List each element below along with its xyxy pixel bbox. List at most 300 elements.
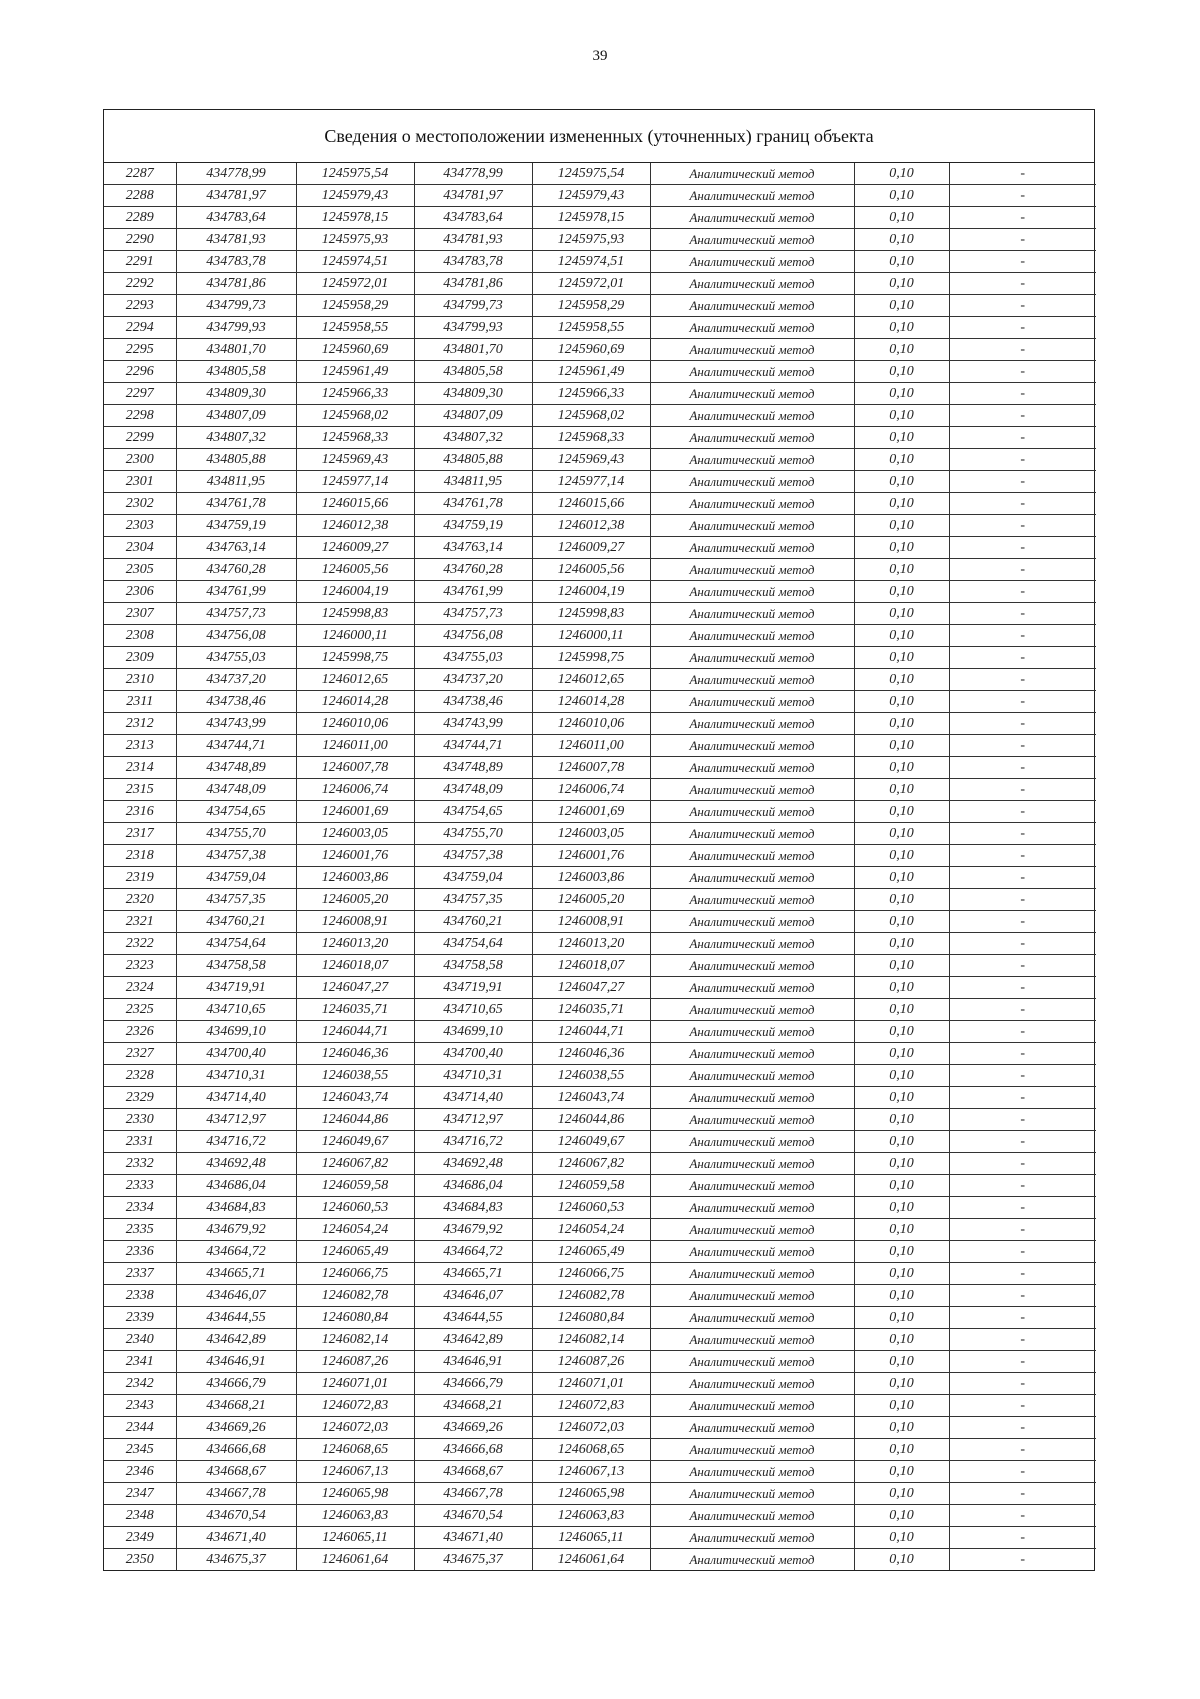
table-row [104, 1263, 1096, 1285]
table-row [104, 581, 1096, 603]
cell-accuracy: 0,10 [854, 691, 949, 713]
cell-y-existing: 1246012,38 [296, 515, 414, 537]
cell-point-number: 2287 [104, 163, 176, 185]
cell-note: - [949, 1021, 1096, 1043]
table-row [104, 823, 1096, 845]
cell-accuracy: 0,10 [854, 1087, 949, 1109]
cell-y-updated: 1246009,27 [532, 537, 650, 559]
cell-point-number: 2333 [104, 1175, 176, 1197]
cell-accuracy: 0,10 [854, 669, 949, 691]
cell-note: - [949, 1175, 1096, 1197]
cell-y-updated: 1245958,55 [532, 317, 650, 339]
cell-y-existing: 1246059,58 [296, 1175, 414, 1197]
cell-x-updated: 434744,71 [414, 735, 532, 757]
cell-y-updated: 1246007,78 [532, 757, 650, 779]
cell-x-existing: 434664,72 [176, 1241, 296, 1263]
cell-note: - [949, 1109, 1096, 1131]
cell-note: - [949, 1373, 1096, 1395]
cell-point-number: 2312 [104, 713, 176, 735]
cell-accuracy: 0,10 [854, 1307, 949, 1329]
cell-y-existing: 1246068,65 [296, 1439, 414, 1461]
cell-method: Аналитический метод [650, 361, 854, 383]
cell-point-number: 2296 [104, 361, 176, 383]
cell-x-existing: 434755,03 [176, 647, 296, 669]
cell-x-updated: 434761,78 [414, 493, 532, 515]
table-row [104, 603, 1096, 625]
cell-method: Аналитический метод [650, 999, 854, 1021]
cell-accuracy: 0,10 [854, 867, 949, 889]
table-row [104, 1461, 1096, 1483]
cell-accuracy: 0,10 [854, 361, 949, 383]
cell-accuracy: 0,10 [854, 999, 949, 1021]
cell-note: - [949, 207, 1096, 229]
cell-x-existing: 434805,58 [176, 361, 296, 383]
cell-x-existing: 434778,99 [176, 163, 296, 185]
cell-y-updated: 1246063,83 [532, 1505, 650, 1527]
cell-x-existing: 434692,48 [176, 1153, 296, 1175]
cell-note: - [949, 1549, 1096, 1571]
cell-note: - [949, 647, 1096, 669]
cell-x-existing: 434754,65 [176, 801, 296, 823]
table-row [104, 317, 1096, 339]
cell-point-number: 2319 [104, 867, 176, 889]
cell-accuracy: 0,10 [854, 1417, 949, 1439]
table-row [104, 361, 1096, 383]
cell-y-existing: 1246012,65 [296, 669, 414, 691]
cell-y-updated: 1246012,65 [532, 669, 650, 691]
cell-y-existing: 1245966,33 [296, 383, 414, 405]
cell-x-existing: 434781,86 [176, 273, 296, 295]
cell-x-updated: 434757,38 [414, 845, 532, 867]
cell-y-existing: 1245972,01 [296, 273, 414, 295]
cell-y-existing: 1245975,54 [296, 163, 414, 185]
table-row [104, 1307, 1096, 1329]
cell-x-updated: 434781,86 [414, 273, 532, 295]
cell-method: Аналитический метод [650, 449, 854, 471]
cell-x-updated: 434710,65 [414, 999, 532, 1021]
cell-note: - [949, 1153, 1096, 1175]
cell-method: Аналитический метод [650, 1065, 854, 1087]
cell-accuracy: 0,10 [854, 493, 949, 515]
cell-method: Аналитический метод [650, 889, 854, 911]
cell-point-number: 2313 [104, 735, 176, 757]
cell-note: - [949, 405, 1096, 427]
table-row [104, 1131, 1096, 1153]
cell-y-existing: 1246065,49 [296, 1241, 414, 1263]
cell-y-updated: 1246004,19 [532, 581, 650, 603]
cell-point-number: 2314 [104, 757, 176, 779]
cell-note: - [949, 999, 1096, 1021]
cell-x-updated: 434781,97 [414, 185, 532, 207]
cell-x-updated: 434811,95 [414, 471, 532, 493]
cell-x-updated: 434781,93 [414, 229, 532, 251]
table-row [104, 1351, 1096, 1373]
cell-accuracy: 0,10 [854, 251, 949, 273]
cell-method: Аналитический метод [650, 625, 854, 647]
cell-x-existing: 434737,20 [176, 669, 296, 691]
cell-point-number: 2315 [104, 779, 176, 801]
cell-note: - [949, 669, 1096, 691]
cell-note: - [949, 1483, 1096, 1505]
cell-x-existing: 434667,78 [176, 1483, 296, 1505]
cell-y-existing: 1246005,20 [296, 889, 414, 911]
table-row [104, 339, 1096, 361]
cell-x-existing: 434668,67 [176, 1461, 296, 1483]
cell-note: - [949, 581, 1096, 603]
cell-method: Аналитический метод [650, 691, 854, 713]
table-row [104, 647, 1096, 669]
cell-x-updated: 434748,09 [414, 779, 532, 801]
cell-x-existing: 434666,79 [176, 1373, 296, 1395]
table-row [104, 735, 1096, 757]
cell-note: - [949, 735, 1096, 757]
cell-y-existing: 1246054,24 [296, 1219, 414, 1241]
cell-x-existing: 434700,40 [176, 1043, 296, 1065]
cell-y-existing: 1246067,13 [296, 1461, 414, 1483]
cell-method: Аналитический метод [650, 251, 854, 273]
table-row [104, 493, 1096, 515]
cell-note: - [949, 1241, 1096, 1263]
cell-accuracy: 0,10 [854, 735, 949, 757]
cell-accuracy: 0,10 [854, 537, 949, 559]
cell-x-updated: 434712,97 [414, 1109, 532, 1131]
table-row [104, 889, 1096, 911]
cell-accuracy: 0,10 [854, 1351, 949, 1373]
cell-method: Аналитический метод [650, 1043, 854, 1065]
cell-accuracy: 0,10 [854, 1021, 949, 1043]
cell-accuracy: 0,10 [854, 515, 949, 537]
cell-x-existing: 434679,92 [176, 1219, 296, 1241]
cell-x-existing: 434755,70 [176, 823, 296, 845]
cell-y-existing: 1245958,55 [296, 317, 414, 339]
cell-note: - [949, 911, 1096, 933]
cell-method: Аналитический метод [650, 427, 854, 449]
cell-x-existing: 434783,64 [176, 207, 296, 229]
cell-y-existing: 1246044,71 [296, 1021, 414, 1043]
cell-y-updated: 1246013,20 [532, 933, 650, 955]
cell-x-updated: 434783,64 [414, 207, 532, 229]
cell-method: Аналитический метод [650, 867, 854, 889]
cell-accuracy: 0,10 [854, 845, 949, 867]
cell-y-existing: 1246003,86 [296, 867, 414, 889]
cell-note: - [949, 295, 1096, 317]
cell-y-updated: 1245972,01 [532, 273, 650, 295]
cell-y-existing: 1246061,64 [296, 1549, 414, 1571]
cell-y-existing: 1246003,05 [296, 823, 414, 845]
cell-note: - [949, 625, 1096, 647]
cell-y-existing: 1245979,43 [296, 185, 414, 207]
cell-x-updated: 434783,78 [414, 251, 532, 273]
cell-method: Аналитический метод [650, 669, 854, 691]
cell-y-existing: 1246066,75 [296, 1263, 414, 1285]
cell-point-number: 2342 [104, 1373, 176, 1395]
table-row [104, 1043, 1096, 1065]
table-row [104, 515, 1096, 537]
cell-x-existing: 434668,21 [176, 1395, 296, 1417]
cell-point-number: 2350 [104, 1549, 176, 1571]
cell-note: - [949, 1351, 1096, 1373]
cell-y-updated: 1246046,36 [532, 1043, 650, 1065]
cell-note: - [949, 537, 1096, 559]
cell-note: - [949, 977, 1096, 999]
cell-y-updated: 1246018,07 [532, 955, 650, 977]
cell-accuracy: 0,10 [854, 713, 949, 735]
table-row [104, 295, 1096, 317]
cell-y-existing: 1246008,91 [296, 911, 414, 933]
cell-x-existing: 434760,28 [176, 559, 296, 581]
cell-x-updated: 434686,04 [414, 1175, 532, 1197]
cell-note: - [949, 867, 1096, 889]
cell-note: - [949, 1329, 1096, 1351]
cell-method: Аналитический метод [650, 1549, 854, 1571]
cell-point-number: 2292 [104, 273, 176, 295]
table-row [104, 185, 1096, 207]
cell-y-existing: 1246060,53 [296, 1197, 414, 1219]
cell-x-updated: 434670,54 [414, 1505, 532, 1527]
table-row [104, 1549, 1096, 1571]
cell-x-existing: 434671,40 [176, 1527, 296, 1549]
cell-note: - [949, 1087, 1096, 1109]
cell-x-updated: 434743,99 [414, 713, 532, 735]
cell-y-updated: 1245979,43 [532, 185, 650, 207]
cell-y-existing: 1246010,06 [296, 713, 414, 735]
cell-method: Аналитический метод [650, 383, 854, 405]
cell-x-updated: 434759,19 [414, 515, 532, 537]
cell-y-existing: 1245961,49 [296, 361, 414, 383]
cell-point-number: 2290 [104, 229, 176, 251]
cell-accuracy: 0,10 [854, 1153, 949, 1175]
cell-method: Аналитический метод [650, 207, 854, 229]
cell-accuracy: 0,10 [854, 273, 949, 295]
cell-note: - [949, 1219, 1096, 1241]
cell-x-updated: 434710,31 [414, 1065, 532, 1087]
cell-point-number: 2307 [104, 603, 176, 625]
cell-method: Аналитический метод [650, 1373, 854, 1395]
cell-point-number: 2310 [104, 669, 176, 691]
cell-y-existing: 1246035,71 [296, 999, 414, 1021]
cell-method: Аналитический метод [650, 493, 854, 515]
cell-note: - [949, 1197, 1096, 1219]
cell-method: Аналитический метод [650, 1197, 854, 1219]
cell-point-number: 2327 [104, 1043, 176, 1065]
cell-y-existing: 1246065,98 [296, 1483, 414, 1505]
cell-point-number: 2309 [104, 647, 176, 669]
cell-x-updated: 434667,78 [414, 1483, 532, 1505]
table-row [104, 911, 1096, 933]
cell-x-updated: 434778,99 [414, 163, 532, 185]
cell-x-existing: 434757,35 [176, 889, 296, 911]
table-row [104, 1285, 1096, 1307]
cell-x-updated: 434760,28 [414, 559, 532, 581]
cell-y-existing: 1246009,27 [296, 537, 414, 559]
cell-note: - [949, 933, 1096, 955]
cell-note: - [949, 251, 1096, 273]
cell-point-number: 2295 [104, 339, 176, 361]
cell-x-updated: 434714,40 [414, 1087, 532, 1109]
cell-method: Аналитический метод [650, 295, 854, 317]
cell-y-updated: 1246068,65 [532, 1439, 650, 1461]
cell-method: Аналитический метод [650, 471, 854, 493]
cell-note: - [949, 1505, 1096, 1527]
cell-method: Аналитический метод [650, 163, 854, 185]
cell-y-existing: 1245968,33 [296, 427, 414, 449]
cell-x-existing: 434756,08 [176, 625, 296, 647]
cell-y-updated: 1246008,91 [532, 911, 650, 933]
cell-y-existing: 1246000,11 [296, 625, 414, 647]
cell-point-number: 2336 [104, 1241, 176, 1263]
cell-x-updated: 434692,48 [414, 1153, 532, 1175]
cell-y-existing: 1246001,76 [296, 845, 414, 867]
cell-accuracy: 0,10 [854, 1109, 949, 1131]
table-row [104, 933, 1096, 955]
table-row [104, 405, 1096, 427]
cell-point-number: 2304 [104, 537, 176, 559]
cell-accuracy: 0,10 [854, 1483, 949, 1505]
cell-point-number: 2321 [104, 911, 176, 933]
cell-x-existing: 434801,70 [176, 339, 296, 361]
table-row [104, 471, 1096, 493]
cell-accuracy: 0,10 [854, 1065, 949, 1087]
cell-y-updated: 1246035,71 [532, 999, 650, 1021]
cell-method: Аналитический метод [650, 801, 854, 823]
cell-x-updated: 434761,99 [414, 581, 532, 603]
cell-point-number: 2338 [104, 1285, 176, 1307]
cell-accuracy: 0,10 [854, 229, 949, 251]
cell-method: Аналитический метод [650, 1263, 854, 1285]
table-row [104, 845, 1096, 867]
cell-method: Аналитический метод [650, 1087, 854, 1109]
cell-method: Аналитический метод [650, 1351, 854, 1373]
cell-method: Аналитический метод [650, 823, 854, 845]
table-row [104, 537, 1096, 559]
cell-accuracy: 0,10 [854, 1549, 949, 1571]
cell-method: Аналитический метод [650, 1241, 854, 1263]
cell-point-number: 2326 [104, 1021, 176, 1043]
cell-y-updated: 1246065,98 [532, 1483, 650, 1505]
cell-y-updated: 1246072,83 [532, 1395, 650, 1417]
cell-method: Аналитический метод [650, 713, 854, 735]
cell-accuracy: 0,10 [854, 1131, 949, 1153]
cell-y-updated: 1246047,27 [532, 977, 650, 999]
cell-y-updated: 1246012,38 [532, 515, 650, 537]
cell-point-number: 2337 [104, 1263, 176, 1285]
cell-point-number: 2340 [104, 1329, 176, 1351]
cell-x-updated: 434755,70 [414, 823, 532, 845]
cell-point-number: 2335 [104, 1219, 176, 1241]
table-row [104, 999, 1096, 1021]
cell-accuracy: 0,10 [854, 581, 949, 603]
cell-y-updated: 1246010,06 [532, 713, 650, 735]
cell-method: Аналитический метод [650, 1505, 854, 1527]
cell-method: Аналитический метод [650, 1483, 854, 1505]
cell-y-existing: 1246011,00 [296, 735, 414, 757]
table-row [104, 163, 1096, 185]
cell-accuracy: 0,10 [854, 977, 949, 999]
cell-note: - [949, 823, 1096, 845]
cell-x-updated: 434799,93 [414, 317, 532, 339]
cell-point-number: 2300 [104, 449, 176, 471]
table-row [104, 1329, 1096, 1351]
cell-point-number: 2311 [104, 691, 176, 713]
cell-x-updated: 434668,67 [414, 1461, 532, 1483]
cell-accuracy: 0,10 [854, 383, 949, 405]
cell-x-updated: 434757,73 [414, 603, 532, 625]
cell-method: Аналитический метод [650, 1395, 854, 1417]
cell-x-existing: 434642,89 [176, 1329, 296, 1351]
cell-method: Аналитический метод [650, 735, 854, 757]
cell-x-updated: 434679,92 [414, 1219, 532, 1241]
cell-y-existing: 1246072,83 [296, 1395, 414, 1417]
cell-accuracy: 0,10 [854, 1043, 949, 1065]
cell-note: - [949, 559, 1096, 581]
cell-y-existing: 1245968,02 [296, 405, 414, 427]
table-row [104, 1087, 1096, 1109]
cell-x-existing: 434710,65 [176, 999, 296, 1021]
cell-note: - [949, 185, 1096, 207]
cell-accuracy: 0,10 [854, 1219, 949, 1241]
cell-accuracy: 0,10 [854, 955, 949, 977]
cell-point-number: 2294 [104, 317, 176, 339]
cell-x-updated: 434668,21 [414, 1395, 532, 1417]
cell-y-updated: 1245961,49 [532, 361, 650, 383]
cell-y-existing: 1246005,56 [296, 559, 414, 581]
cell-x-existing: 434759,19 [176, 515, 296, 537]
cell-x-updated: 434642,89 [414, 1329, 532, 1351]
cell-note: - [949, 1307, 1096, 1329]
cell-y-existing: 1246044,86 [296, 1109, 414, 1131]
cell-method: Аналитический метод [650, 1329, 854, 1351]
cell-y-existing: 1246047,27 [296, 977, 414, 999]
cell-method: Аналитический метод [650, 229, 854, 251]
cell-y-updated: 1245975,54 [532, 163, 650, 185]
cell-accuracy: 0,10 [854, 1373, 949, 1395]
cell-x-updated: 434757,35 [414, 889, 532, 911]
cell-note: - [949, 273, 1096, 295]
cell-method: Аналитический метод [650, 779, 854, 801]
cell-y-updated: 1245968,33 [532, 427, 650, 449]
cell-y-existing: 1246018,07 [296, 955, 414, 977]
cell-x-updated: 434719,91 [414, 977, 532, 999]
cell-accuracy: 0,10 [854, 889, 949, 911]
table-row [104, 427, 1096, 449]
table-row [104, 1505, 1096, 1527]
cell-accuracy: 0,10 [854, 1241, 949, 1263]
cell-y-existing: 1245978,15 [296, 207, 414, 229]
cell-note: - [949, 713, 1096, 735]
table-row [104, 1197, 1096, 1219]
cell-x-updated: 434665,71 [414, 1263, 532, 1285]
cell-method: Аналитический метод [650, 185, 854, 207]
cell-x-existing: 434684,83 [176, 1197, 296, 1219]
cell-point-number: 2328 [104, 1065, 176, 1087]
cell-x-existing: 434805,88 [176, 449, 296, 471]
cell-x-updated: 434675,37 [414, 1549, 532, 1571]
cell-x-existing: 434666,68 [176, 1439, 296, 1461]
cell-y-updated: 1246005,56 [532, 559, 650, 581]
cell-y-existing: 1246013,20 [296, 933, 414, 955]
cell-x-updated: 434755,03 [414, 647, 532, 669]
cell-y-updated: 1246001,69 [532, 801, 650, 823]
cell-point-number: 2347 [104, 1483, 176, 1505]
cell-y-existing: 1246014,28 [296, 691, 414, 713]
cell-accuracy: 0,10 [854, 603, 949, 625]
cell-method: Аналитический метод [650, 977, 854, 999]
cell-y-existing: 1246087,26 [296, 1351, 414, 1373]
cell-y-updated: 1246044,86 [532, 1109, 650, 1131]
cell-point-number: 2288 [104, 185, 176, 207]
table-row [104, 383, 1096, 405]
cell-y-existing: 1246004,19 [296, 581, 414, 603]
